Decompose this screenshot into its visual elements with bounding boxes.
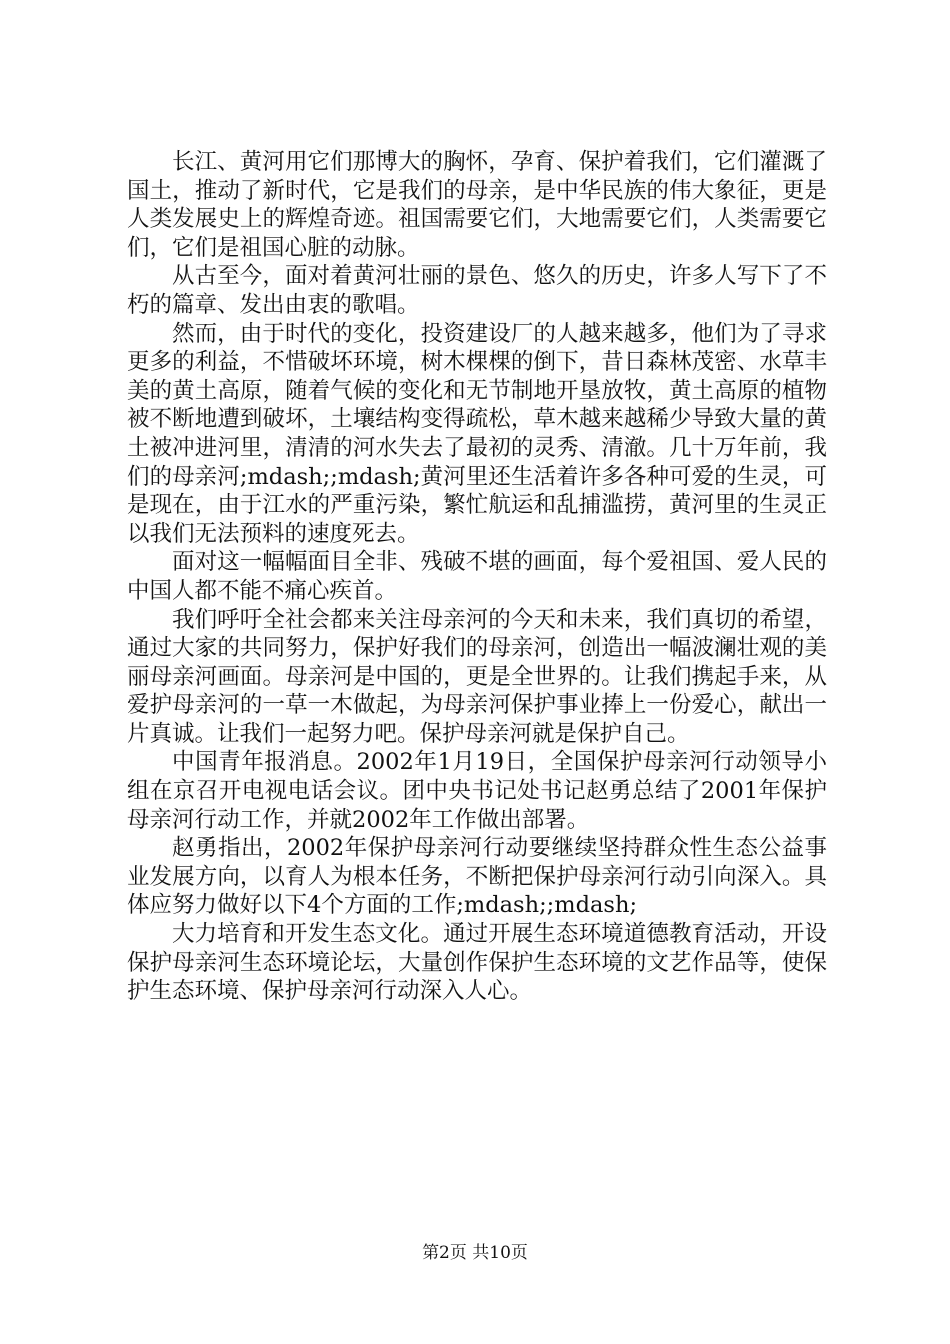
paragraph: 大力培育和开发生态文化。通过开展生态环境道德教育活动，开设保护母亲河生态环境论坛，大量创作保护生态环境的文艺作品等，使保护生态环境、保护母亲河行动深入人心。	[127, 921, 827, 1005]
paragraph: 中国青年报消息。2002年1月19日，全国保护母亲河行动领导小组在京召开电视电话会议。团中央书记处书记赵勇总结了2001年保护母亲河行动工作，并就2002年工作做出部署。	[127, 749, 827, 833]
document-body	[127, 148, 827, 1006]
paragraph: 长江、黄河用它们那博大的胸怀，孕育、保护着我们，它们灌溉了国土，推动了新时代，它是我们的母亲，是中华民族的伟大象征，更是人类发展史上的辉煌奇迹。祖国需要它们，大地需要它们，人类需要它们，它们是祖国心脏的动脉。	[127, 149, 827, 261]
paragraph: 面对这一幅幅面目全非、残破不堪的画面，每个爱祖国、爱人民的中国人都不能不痛心疾首。	[127, 549, 827, 604]
paragraph: 从古至今，面对着黄河壮丽的景色、悠久的历史，许多人写下了不朽的篇章、发出由衷的歌唱。	[127, 263, 827, 318]
paragraph: 赵勇指出，2002年保护母亲河行动要继续坚持群众性生态公益事业发展方向，以育人为根本任务，不断把保护母亲河行动引向深入。具体应努力做好以下4个方面的工作;mdash;;mdash;	[127, 835, 827, 919]
paragraph: 我们呼吁全社会都来关注母亲河的今天和未来，我们真切的希望，通过大家的共同努力，保护好我们的母亲河，创造出一幅波澜壮观的美丽母亲河画面。母亲河是中国的，更是全世界的。让我们携起手来，从爱护母亲河的一草一木做起，为母亲河保护事业捧上一份爱心，献出一片真诚。让我们一起努力吧。保护母亲河就是保护自己。	[127, 606, 827, 747]
paragraph: 然而，由于时代的变化，投资建设厂的人越来越多，他们为了寻求更多的利益，不惜破坏环境，树木棵棵的倒下，昔日森林茂密、水草丰美的黄土高原，随着气候的变化和无节制地开垦放牧，黄土高原的植物被不断地遭到破坏，土壤结构变得疏松，草木越来越稀少导致大量的黄土被冲进河里，清清的河水失去了最初的灵秀、清澈。几十万年前，我们的母亲河;mdash;;mdash;黄河里还生活着许多各种可爱的生灵，可是现在，由于江水的严重污染，繁忙航运和乱捕滥捞，黄河里的生灵正以我们无法预料的速度死去。	[127, 320, 827, 547]
page-number-footer: 第2页 共10页	[422, 1243, 528, 1263]
